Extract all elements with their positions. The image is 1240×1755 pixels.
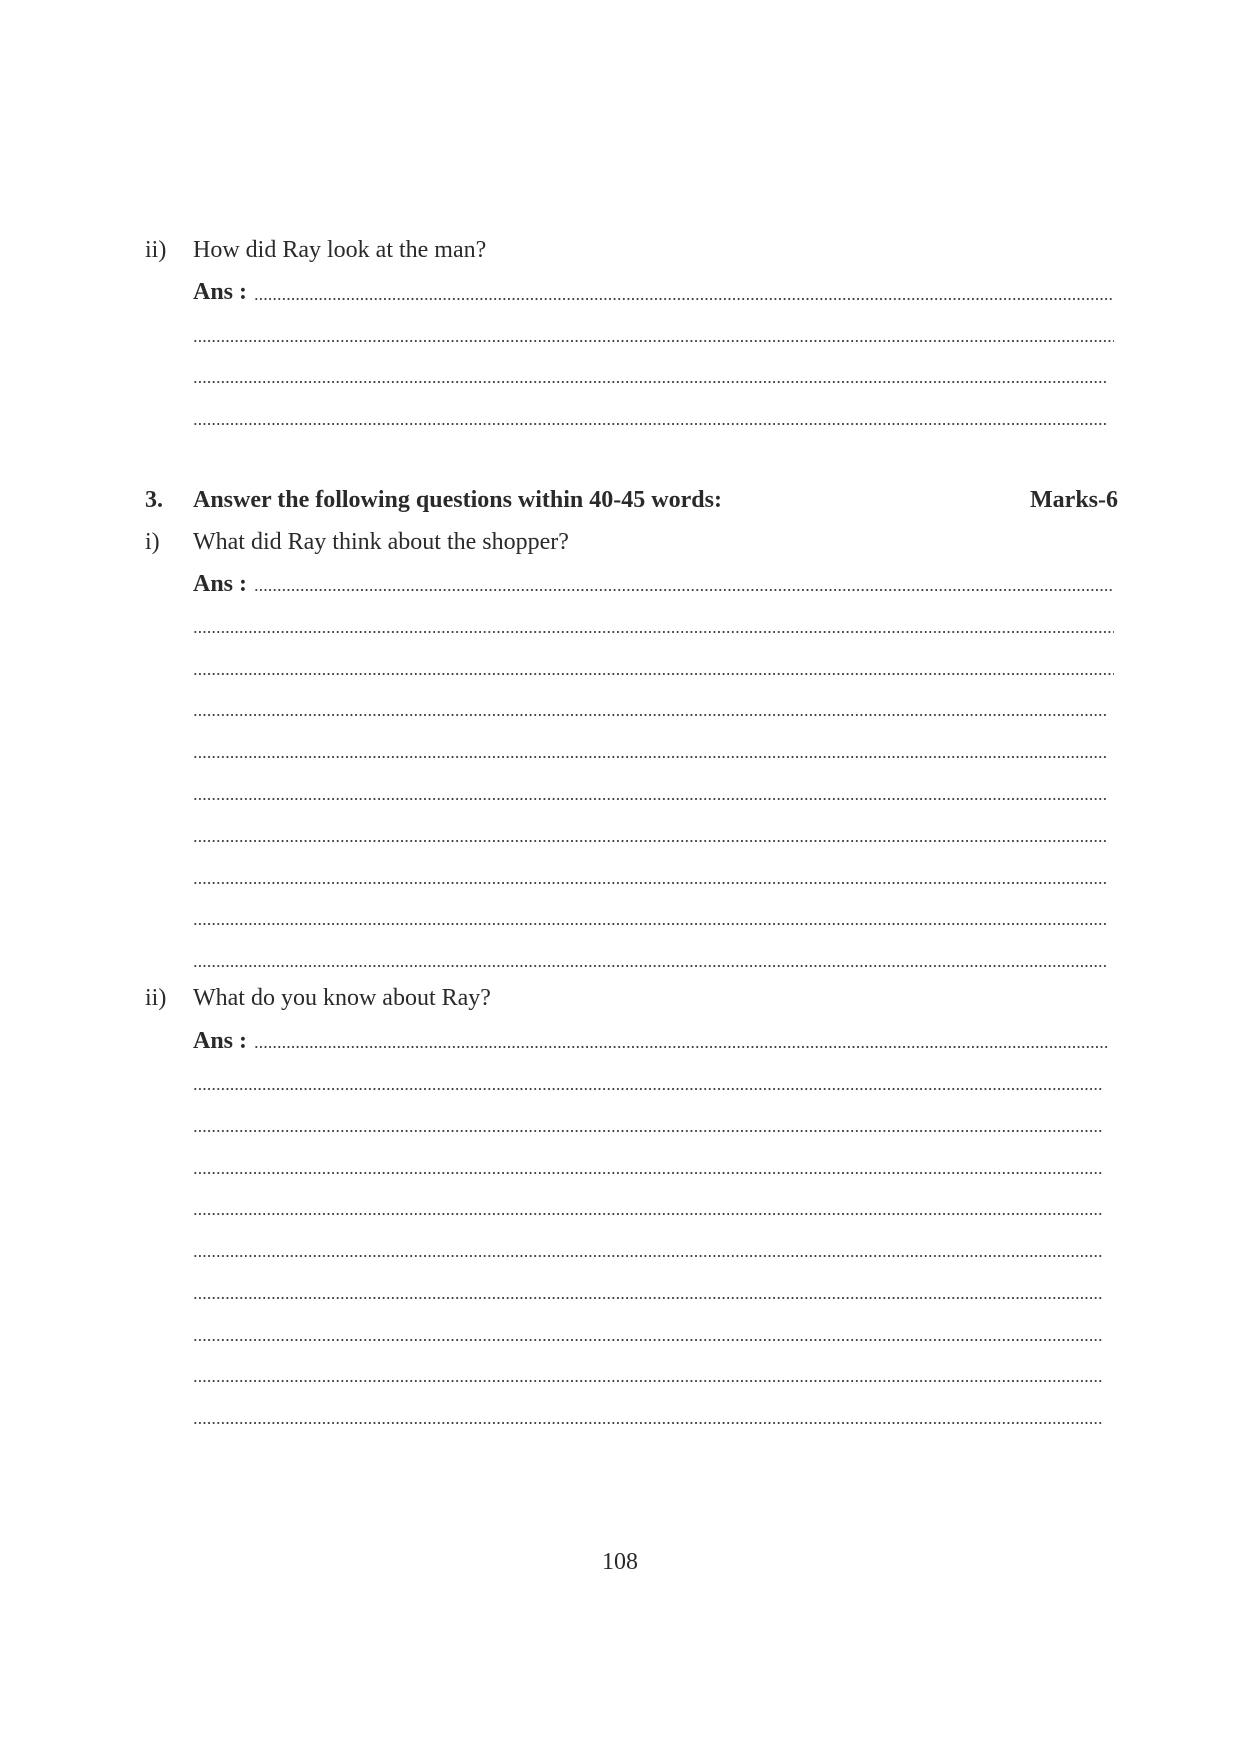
section-title: Answer the following questions within 40-45 words: <box>193 487 722 513</box>
answer-label: Ans : <box>193 571 248 597</box>
answer-line[interactable] <box>193 1129 1103 1133</box>
answer-line[interactable] <box>193 1212 1103 1216</box>
answer-line[interactable] <box>193 1421 1103 1425</box>
question-number: i) <box>145 529 160 555</box>
answer-line[interactable] <box>193 1254 1103 1258</box>
answer-line[interactable] <box>193 881 1108 885</box>
answer-line[interactable] <box>254 297 1114 301</box>
question-text: What do you know about Ray? <box>193 985 491 1011</box>
answer-line[interactable] <box>193 1296 1103 1300</box>
answer-line[interactable] <box>193 380 1108 384</box>
answer-line[interactable] <box>193 922 1108 926</box>
answer-line[interactable] <box>193 1338 1103 1342</box>
question-number: ii) <box>145 985 167 1011</box>
answer-line[interactable] <box>193 797 1108 801</box>
answer-label: Ans : <box>193 279 248 305</box>
answer-line[interactable] <box>193 339 1114 343</box>
answer-line[interactable] <box>193 755 1108 759</box>
answer-line[interactable] <box>193 839 1108 843</box>
question-text: How did Ray look at the man? <box>193 237 487 263</box>
question-number: ii) <box>145 237 167 263</box>
answer-label: Ans : <box>193 1028 248 1054</box>
page-number: 108 <box>602 1549 638 1575</box>
answer-line[interactable] <box>193 1171 1103 1175</box>
answer-line[interactable] <box>254 588 1114 592</box>
section-number: 3. <box>145 487 163 513</box>
answer-line[interactable] <box>193 630 1114 634</box>
answer-line[interactable] <box>193 422 1108 426</box>
question-text: What did Ray think about the shopper? <box>193 529 569 555</box>
answer-line[interactable] <box>193 1087 1103 1091</box>
answer-line[interactable] <box>193 964 1108 968</box>
answer-line[interactable] <box>193 672 1114 676</box>
answer-line[interactable] <box>193 713 1108 717</box>
answer-line[interactable] <box>254 1045 1108 1049</box>
section-marks: Marks-6 <box>1030 487 1118 513</box>
answer-line[interactable] <box>193 1379 1103 1383</box>
